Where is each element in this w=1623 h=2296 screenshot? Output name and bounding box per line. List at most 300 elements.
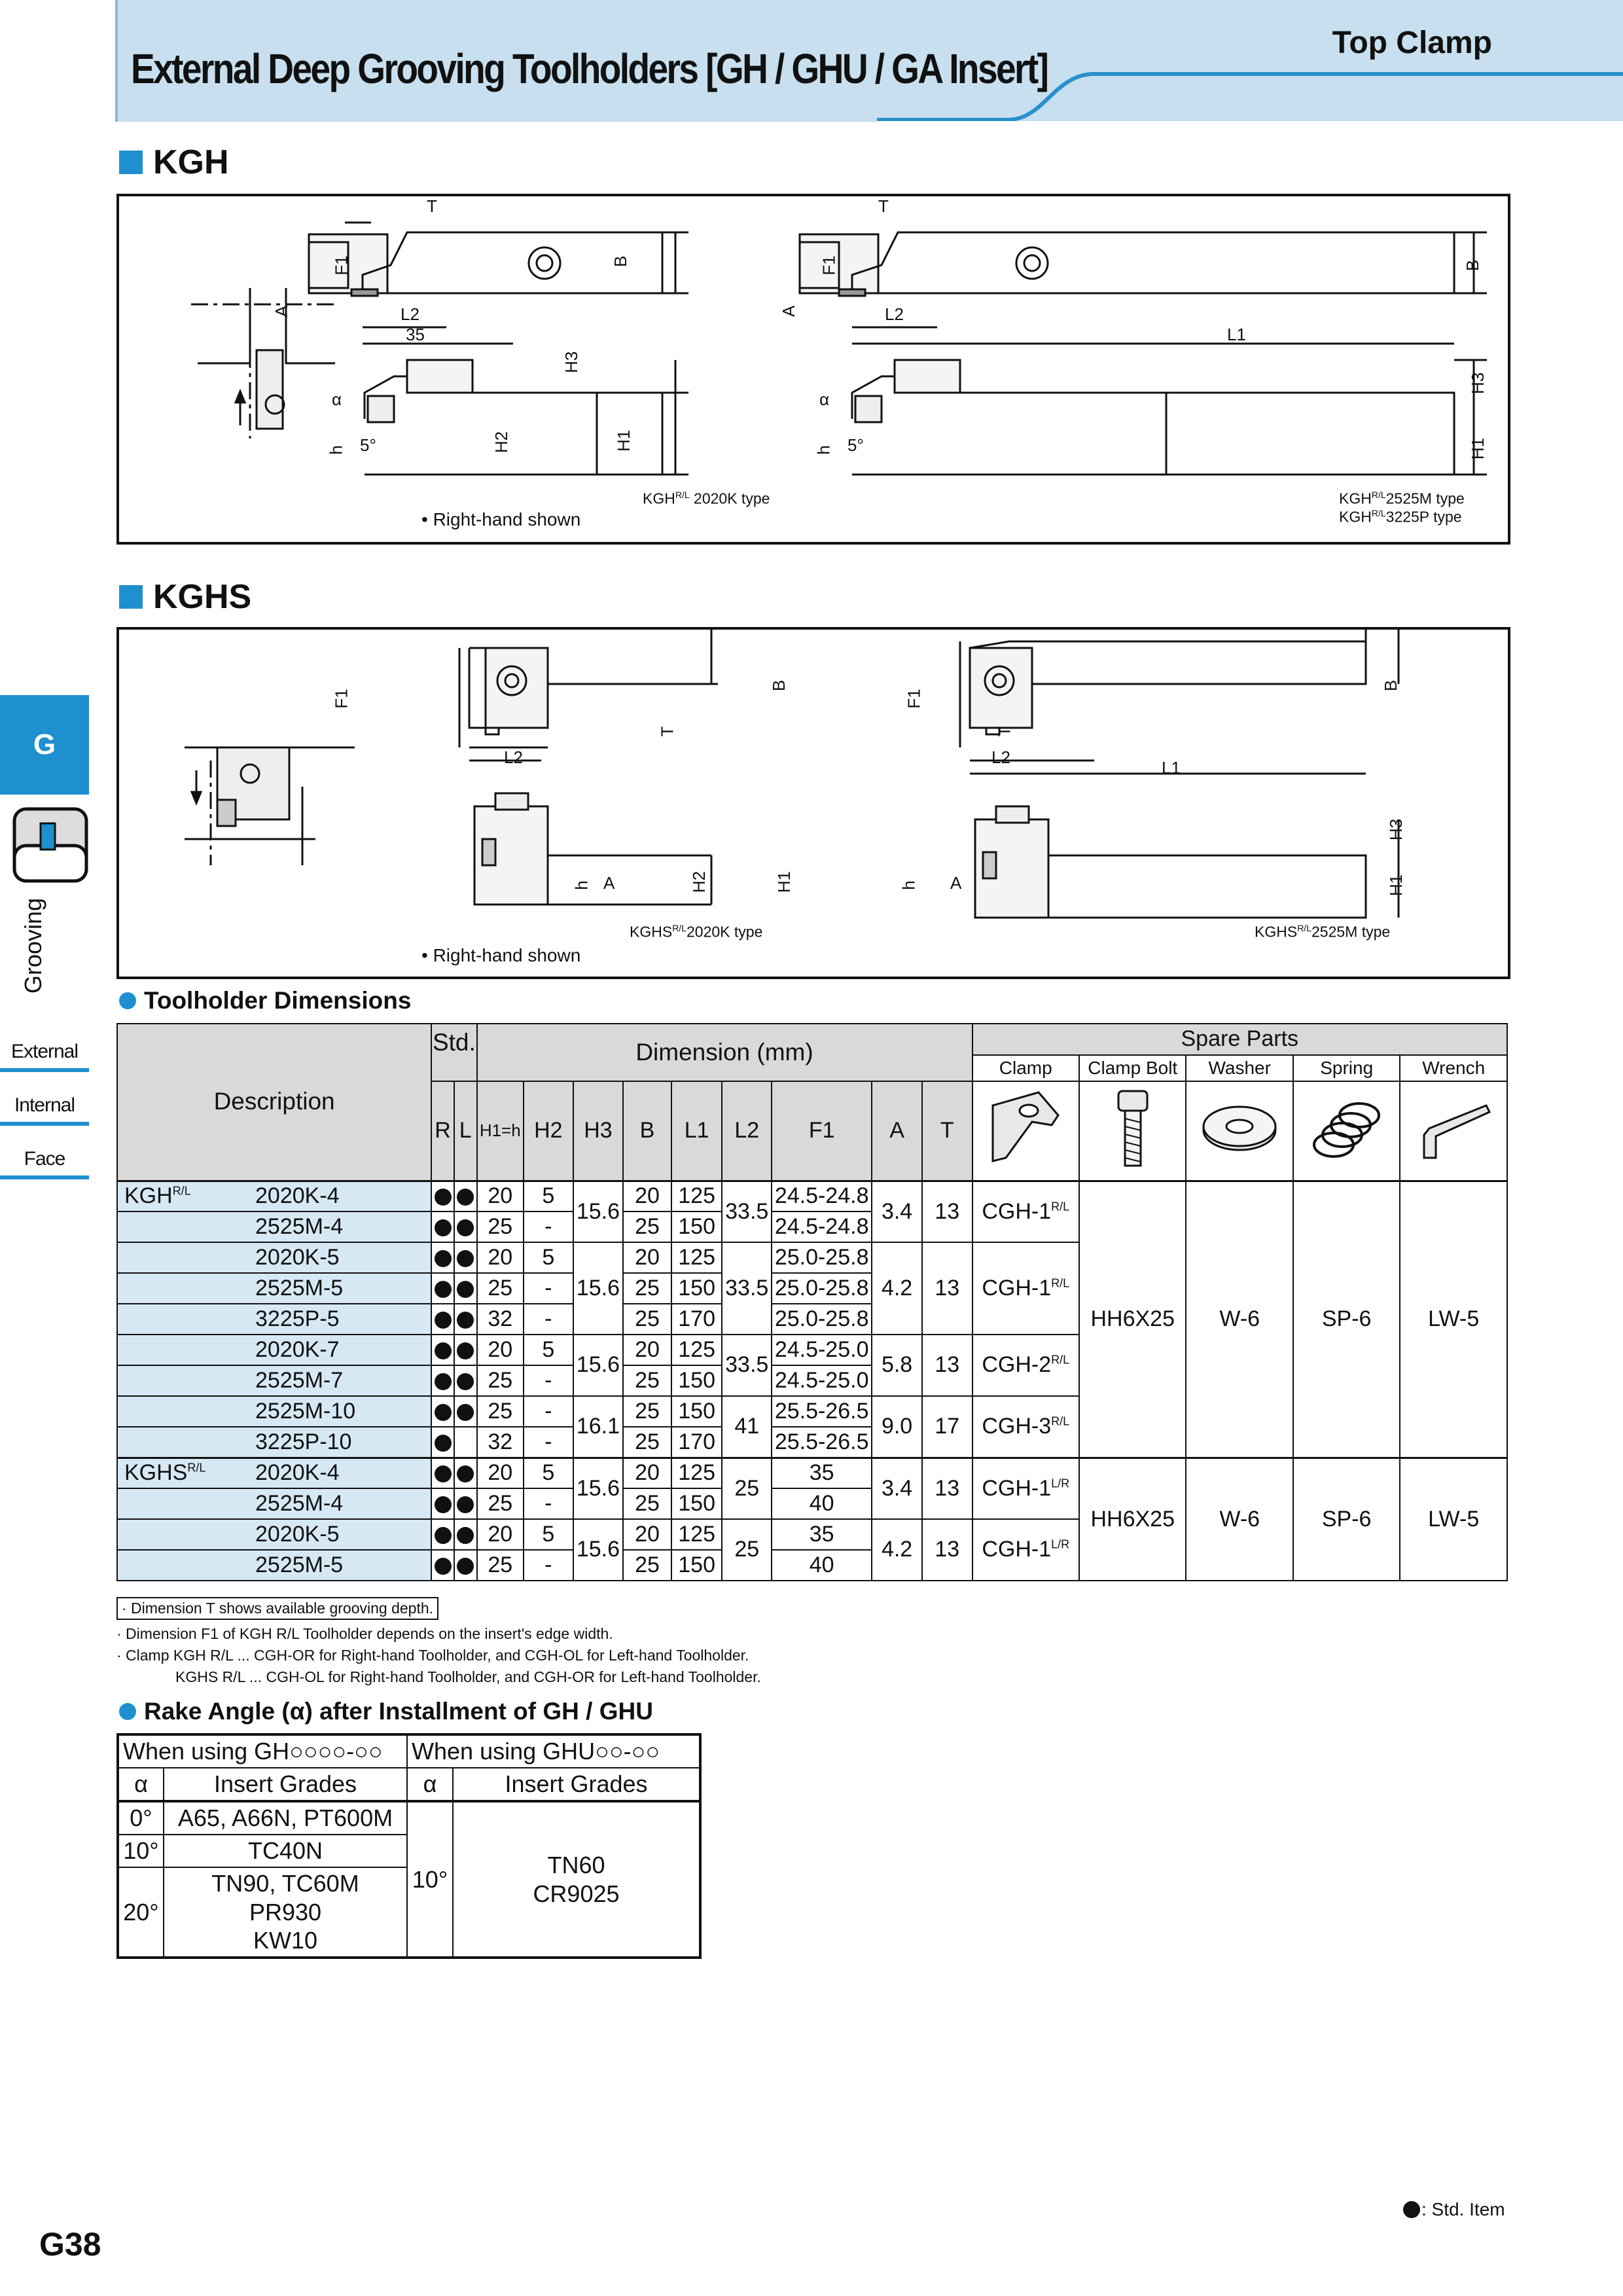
family-sup: R/L [187, 1461, 206, 1475]
spacer [124, 1430, 255, 1454]
rake-col-grades-right: Insert Grades [453, 1768, 700, 1801]
h2-cell: 5 [524, 1335, 573, 1365]
kghs-r-label-H1: H1 [1386, 874, 1406, 897]
th-washer [1186, 1055, 1293, 1081]
th-l1 [671, 1081, 722, 1181]
rake-grade-line: TN90, TC60M [211, 1869, 359, 1897]
clamp-cell [972, 1242, 1079, 1335]
h3-cell: 16.1 [573, 1396, 624, 1458]
clamp-bolt-icon [1079, 1081, 1186, 1181]
th-h3 [573, 1081, 624, 1181]
clamp-code: CGH-2 [982, 1352, 1052, 1378]
f1-cell: 35 [772, 1458, 872, 1488]
std-l-cell [454, 1458, 477, 1488]
std-l-cell [454, 1335, 477, 1365]
std-r-cell [431, 1488, 454, 1519]
std-r-cell [431, 1550, 454, 1581]
kghs-label-L2: L2 [504, 747, 523, 767]
kgh-type-right-2 [1339, 508, 1462, 526]
clamp-code: CGH-1 [982, 1475, 1052, 1501]
b-cell: 20 [623, 1519, 671, 1550]
clamp-bolt-cell: HH6X25 [1079, 1458, 1186, 1581]
h3-cell: 15.6 [573, 1242, 624, 1335]
kghs-label-H2: H2 [689, 870, 709, 893]
side-link-face[interactable]: Face [0, 1143, 89, 1179]
std-dot-icon [435, 1496, 452, 1513]
th-description-text: Description [213, 1088, 335, 1115]
rake-right-grade: TN60 [547, 1851, 605, 1878]
rake-alpha: 0° [118, 1801, 164, 1835]
description-cell [117, 1211, 431, 1242]
model-code: 2020K-4 [255, 1183, 340, 1209]
kghs-r-label-L1: L1 [1162, 758, 1181, 778]
kgh-r-label-T: T [878, 196, 889, 216]
clamp-code: CGH-1 [982, 1275, 1052, 1300]
b-cell: 25 [623, 1273, 671, 1304]
page-number: G38 [39, 2226, 101, 2263]
rake-head-right: When using GHU○○-○○ [407, 1734, 700, 1768]
std-r-cell [431, 1181, 454, 1211]
kgh-type-right-2-main: KGH [1339, 508, 1372, 526]
f1-cell: 24.5-25.0 [772, 1365, 872, 1396]
std-l-cell [454, 1365, 477, 1396]
kgh-diagram-panel [116, 194, 1510, 545]
page-title: External Deep Grooving Toolholders [GH / GHU / GA Insert] [131, 45, 1048, 92]
th-h1h-text: H1=h [479, 1121, 521, 1141]
th-l2-text: L2 [734, 1118, 760, 1143]
h2-cell: - [524, 1211, 573, 1242]
kgh-shown-note: • Right-hand shown [421, 509, 581, 529]
h1-cell: 32 [477, 1304, 524, 1335]
th-clamp-bolt-text: Clamp Bolt [1088, 1057, 1178, 1078]
std-r-cell [431, 1273, 454, 1304]
spring-icon [1293, 1081, 1400, 1181]
clamp-code-sup: R/L [1051, 1200, 1070, 1213]
kgh-r-label-L2: L2 [885, 304, 904, 324]
f1-cell: 25.0-25.8 [772, 1242, 872, 1273]
std-dot-icon [435, 1373, 452, 1390]
spacer [124, 1307, 255, 1331]
th-h2-text: H2 [534, 1118, 563, 1143]
note-line-3: KGHS R/L ... CGH-OL for Right-hand Toolholder, and CGH-OR for Left-hand Toolholder. [175, 1668, 761, 1685]
toolholder-heading [119, 987, 411, 1014]
kgh-label-5deg: 5° [360, 435, 376, 455]
side-tab-letter[interactable]: G [0, 695, 89, 795]
h1-cell: 25 [477, 1273, 524, 1304]
clamp-code-sup: R/L [1051, 1276, 1070, 1290]
th-spring [1293, 1055, 1400, 1081]
kghs-label-F1: F1 [331, 689, 351, 709]
th-std-text: Std. [432, 1029, 476, 1056]
std-l-cell [454, 1427, 477, 1458]
kgh-r-label-F1: F1 [819, 255, 839, 276]
h1-cell: 25 [477, 1396, 524, 1427]
a-cell: 4.2 [872, 1519, 922, 1581]
h2-cell: - [524, 1396, 573, 1427]
kgh-r-label-H3: H3 [1468, 372, 1488, 395]
clamp-cell [972, 1335, 1079, 1396]
l1-cell: 150 [671, 1488, 722, 1519]
description-cell [117, 1365, 431, 1396]
kgh-type-right-1-rest: 2525M type [1385, 490, 1465, 507]
th-washer-text: Washer [1208, 1057, 1271, 1078]
l1-cell: 150 [671, 1365, 722, 1396]
std-l-cell [454, 1242, 477, 1273]
kgh-label-h: h [326, 445, 346, 455]
th-f1-text: F1 [808, 1118, 835, 1143]
clamp-cell [972, 1519, 1079, 1581]
clamp-bolt-cell: HH6X25 [1079, 1181, 1186, 1458]
section-marker [119, 151, 143, 174]
clamp-code-sup: R/L [1051, 1414, 1070, 1428]
std-l-cell [454, 1181, 477, 1211]
kgh-type-left [643, 490, 770, 508]
h1-cell: 20 [477, 1458, 524, 1488]
th-b [623, 1081, 671, 1181]
th-t [922, 1081, 972, 1181]
kgh-type-left-sup: R/L [675, 490, 690, 500]
model-code: 2020K-4 [255, 1460, 340, 1486]
th-r-text: R [435, 1118, 451, 1143]
model-code: 2525M-5 [255, 1275, 344, 1300]
rake-grade-line: KW10 [253, 1927, 318, 1954]
model-code: 2525M-4 [255, 1490, 344, 1516]
kgh-type-right-2-rest: 3225P type [1385, 508, 1462, 526]
std-dot-icon [435, 1435, 452, 1452]
f1-cell: 40 [772, 1550, 872, 1581]
rake-heading-text: Rake Angle (α) after Installment of GH / GHU [144, 1698, 653, 1725]
th-l1-text: L1 [684, 1118, 709, 1143]
kgh-type-right-1 [1339, 490, 1465, 508]
l2-cell: 41 [722, 1396, 772, 1458]
kgh-dim-H3: H3 [562, 351, 581, 373]
kgh-r-label-A: A [779, 305, 799, 317]
toolholder-heading-text: Toolholder Dimensions [144, 987, 412, 1014]
description-cell [117, 1488, 431, 1519]
kghs-type-right-main: KGHS [1255, 923, 1298, 941]
std-r-cell [431, 1427, 454, 1458]
description-cell [117, 1335, 431, 1365]
std-dot-icon [457, 1250, 474, 1267]
kgh-r-label-L1: L1 [1227, 325, 1246, 344]
side-link-internal[interactable]: Internal [0, 1089, 89, 1126]
clamp-cell [972, 1181, 1079, 1242]
std-dot-icon [435, 1465, 452, 1482]
kghs-type-left-rest: 2020K type [686, 923, 763, 941]
kgh-dim-B: B [611, 255, 630, 267]
f1-cell: 40 [772, 1488, 872, 1519]
std-l-cell [454, 1304, 477, 1335]
th-dimension-text: Dimension (mm) [635, 1038, 813, 1066]
l2-cell: 25 [722, 1519, 772, 1581]
b-cell: 25 [623, 1488, 671, 1519]
table-row [117, 1181, 1507, 1211]
kghs-r-label-F1: F1 [904, 689, 924, 709]
kghs-label-B: B [769, 679, 789, 692]
kghs-type-right-sup: R/L [1297, 923, 1311, 933]
side-category: Grooving [20, 897, 46, 994]
l1-cell: 125 [671, 1458, 722, 1488]
h2-cell: - [524, 1427, 573, 1458]
washer-cell: W-6 [1186, 1458, 1293, 1581]
th-h3-text: H3 [584, 1118, 613, 1143]
h2-cell: - [524, 1488, 573, 1519]
kgh-type-right-1-sup: R/L [1371, 490, 1386, 500]
clamp-code: CGH-1 [982, 1537, 1052, 1562]
clamp-code-sup: L/R [1051, 1537, 1070, 1551]
std-dot-icon [457, 1465, 474, 1482]
kgh-label-alpha: α [332, 389, 342, 409]
kghs-r-label-h: h [899, 880, 919, 890]
kgh-label-A: A [272, 305, 292, 317]
h2-cell: - [524, 1304, 573, 1335]
f1-cell: 25.5-26.5 [772, 1427, 872, 1458]
kgh-r-label-h: h [813, 445, 834, 455]
b-cell: 25 [623, 1365, 671, 1396]
std-dot-icon [457, 1189, 474, 1206]
kghs-diagram-panel [116, 627, 1510, 979]
t-cell: 17 [922, 1396, 972, 1458]
std-r-cell [431, 1396, 454, 1427]
wrench-icon [1400, 1081, 1507, 1181]
rake-col-grades-left: Insert Grades [164, 1768, 407, 1801]
th-a [872, 1081, 922, 1181]
std-l-cell [454, 1550, 477, 1581]
std-dot-icon [457, 1558, 474, 1575]
description-cell [117, 1519, 431, 1550]
t-cell: 13 [922, 1458, 972, 1519]
description-cell [117, 1458, 431, 1488]
l2-cell: 33.5 [722, 1242, 772, 1335]
rake-alpha: 10° [118, 1835, 164, 1867]
spacer [124, 1276, 255, 1300]
std-dot-icon [457, 1496, 474, 1513]
kgh-heading [119, 143, 229, 182]
kghs-label-A: A [603, 873, 615, 893]
table-row [117, 1458, 1507, 1488]
f1-cell: 25.5-26.5 [772, 1396, 872, 1427]
std-l-cell [454, 1519, 477, 1550]
b-cell: 25 [623, 1427, 671, 1458]
rake-heading [119, 1698, 653, 1725]
h1-cell: 25 [477, 1488, 524, 1519]
kghs-type-right-rest: 2525M type [1311, 923, 1391, 941]
kgh-family-label [124, 1184, 255, 1208]
description-cell [117, 1273, 431, 1304]
l1-cell: 150 [671, 1396, 722, 1427]
th-f1 [772, 1081, 872, 1181]
f1-cell: 24.5-25.0 [772, 1335, 872, 1365]
l1-cell: 125 [671, 1335, 722, 1365]
description-cell [117, 1304, 431, 1335]
header-accent [115, 0, 118, 122]
wrench-cell: LW-5 [1400, 1458, 1507, 1581]
kgh-dim-H1: H1 [614, 429, 633, 452]
kgh-label-35: 35 [406, 325, 425, 344]
clamp-icon [972, 1081, 1079, 1181]
model-code: 2525M-5 [255, 1552, 344, 1577]
h1-cell: 20 [477, 1242, 524, 1273]
kgh-type-right-2-sup: R/L [1371, 508, 1386, 518]
std-dot-icon [435, 1527, 452, 1544]
l2-cell: 33.5 [722, 1335, 772, 1396]
kghs-shown-note: • Right-hand shown [421, 945, 581, 965]
h2-cell: 5 [524, 1458, 573, 1488]
std-l-cell [454, 1488, 477, 1519]
h2-cell: 5 [524, 1181, 573, 1211]
std-r-cell [431, 1519, 454, 1550]
b-cell: 25 [623, 1396, 671, 1427]
rake-grades [164, 1867, 407, 1958]
model-code: 2525M-4 [255, 1213, 344, 1239]
toolholder-table [116, 1023, 1508, 1581]
th-r [431, 1081, 454, 1181]
t-cell: 13 [922, 1335, 972, 1396]
kgh-label-T: T [427, 196, 437, 216]
description-cell [117, 1242, 431, 1273]
std-r-cell [431, 1335, 454, 1365]
kghs-label-T: T [657, 726, 677, 737]
kgh-label-F1: F1 [331, 255, 351, 276]
kgh-type-left-main: KGH [643, 490, 675, 507]
th-spare-parts-text: Spare Parts [1181, 1026, 1299, 1052]
rake-table [116, 1733, 702, 1959]
b-cell: 25 [623, 1211, 671, 1242]
l1-cell: 125 [671, 1181, 722, 1211]
h2-cell: - [524, 1273, 573, 1304]
spring-cell: SP-6 [1293, 1458, 1400, 1581]
std-dot-icon [457, 1281, 474, 1298]
std-dot-icon [457, 1219, 474, 1236]
h2-cell: - [524, 1365, 573, 1396]
th-spare-parts [972, 1024, 1507, 1055]
note-boxed [116, 1597, 438, 1620]
std-dot-icon [435, 1250, 452, 1267]
std-dot-icon [435, 1558, 452, 1575]
clamp-cell [972, 1396, 1079, 1458]
model-code: 2020K-5 [255, 1244, 340, 1270]
rake-col-alpha-right: α [407, 1768, 453, 1801]
model-code: 2020K-7 [255, 1336, 340, 1362]
clamp-code-sup: L/R [1051, 1477, 1070, 1490]
std-dot-icon [435, 1312, 452, 1329]
model-code: 2525M-10 [255, 1398, 356, 1424]
th-std [431, 1024, 476, 1081]
std-l-cell [454, 1211, 477, 1242]
h1-cell: 25 [477, 1365, 524, 1396]
std-dot-icon [457, 1312, 474, 1329]
model-code: 3225P-10 [255, 1429, 352, 1454]
h1-cell: 25 [477, 1550, 524, 1581]
th-dimension [477, 1024, 972, 1081]
th-l [454, 1081, 477, 1181]
kgh-drawing [119, 196, 1508, 542]
kgh-type-right-1-main: KGH [1339, 490, 1372, 507]
th-a-text: A [889, 1118, 904, 1143]
b-cell: 25 [623, 1550, 671, 1581]
kghs-type-right [1255, 923, 1390, 941]
h1-cell: 20 [477, 1519, 524, 1550]
description-cell [117, 1427, 431, 1458]
l1-cell: 170 [671, 1427, 722, 1458]
kghs-r-label-T: T [994, 726, 1014, 737]
h2-cell: - [524, 1550, 573, 1581]
rake-col-alpha-left: α [118, 1768, 164, 1801]
t-cell: 13 [922, 1242, 972, 1335]
h3-cell: 15.6 [573, 1458, 624, 1519]
t-cell: 13 [922, 1519, 972, 1581]
clamp-cell [972, 1458, 1079, 1519]
spacer [124, 1369, 255, 1393]
std-item-legend-text: : Std. Item [1421, 2199, 1505, 2219]
t-cell: 13 [922, 1181, 972, 1242]
std-r-cell [431, 1365, 454, 1396]
description-cell [117, 1396, 431, 1427]
family-sup: R/L [172, 1184, 191, 1198]
kghs-type-left [630, 923, 762, 941]
std-r-cell [431, 1458, 454, 1488]
family-name: KGH [124, 1183, 173, 1209]
std-dot-icon [435, 1219, 452, 1236]
f1-cell: 25.0-25.8 [772, 1304, 872, 1335]
th-b-text: B [639, 1118, 655, 1143]
std-dot-icon [457, 1342, 474, 1359]
th-wrench [1400, 1055, 1507, 1081]
washer-icon [1186, 1081, 1293, 1181]
std-r-cell [431, 1304, 454, 1335]
model-code: 2525M-7 [255, 1367, 344, 1393]
h1-cell: 20 [477, 1335, 524, 1365]
f1-cell: 24.5-24.8 [772, 1211, 872, 1242]
header-category: Top Clamp [1332, 26, 1492, 60]
washer-cell: W-6 [1186, 1181, 1293, 1458]
f1-cell: 24.5-24.8 [772, 1181, 872, 1211]
rake-grades: A65, A66N, PT600M [164, 1801, 407, 1835]
kgh-r-label-5deg: 5° [847, 435, 864, 455]
l1-cell: 125 [671, 1519, 722, 1550]
h2-cell: 5 [524, 1242, 573, 1273]
spacer [124, 1522, 255, 1547]
std-dot-icon [435, 1404, 452, 1421]
spacer [124, 1246, 255, 1270]
f1-cell: 25.0-25.8 [772, 1273, 872, 1304]
model-code: 2020K-5 [255, 1521, 340, 1547]
kgh-r-label-H1: H1 [1468, 437, 1488, 460]
section-marker [119, 585, 143, 609]
a-cell: 9.0 [872, 1396, 922, 1458]
note-boxed-text: · Dimension T shows available grooving depth. [122, 1600, 434, 1617]
b-cell: 25 [623, 1304, 671, 1335]
std-r-cell [431, 1211, 454, 1242]
a-cell: 5.8 [872, 1335, 922, 1396]
spacer [124, 1215, 255, 1239]
std-dot-icon [457, 1373, 474, 1390]
bullet-icon [119, 1703, 136, 1720]
a-cell: 4.2 [872, 1242, 922, 1335]
b-cell: 20 [623, 1335, 671, 1365]
th-description [117, 1024, 431, 1181]
spring-cell: SP-6 [1293, 1181, 1400, 1458]
kgh-label-L2: L2 [401, 304, 419, 324]
rake-right-grades [453, 1801, 700, 1958]
th-clamp-text: Clamp [999, 1057, 1052, 1078]
std-dot-icon [435, 1342, 452, 1359]
std-item-legend [1402, 2199, 1505, 2220]
b-cell: 20 [623, 1181, 671, 1211]
h1-cell: 25 [477, 1211, 524, 1242]
side-link-external[interactable]: External [0, 1035, 89, 1072]
spacer [124, 1399, 255, 1424]
